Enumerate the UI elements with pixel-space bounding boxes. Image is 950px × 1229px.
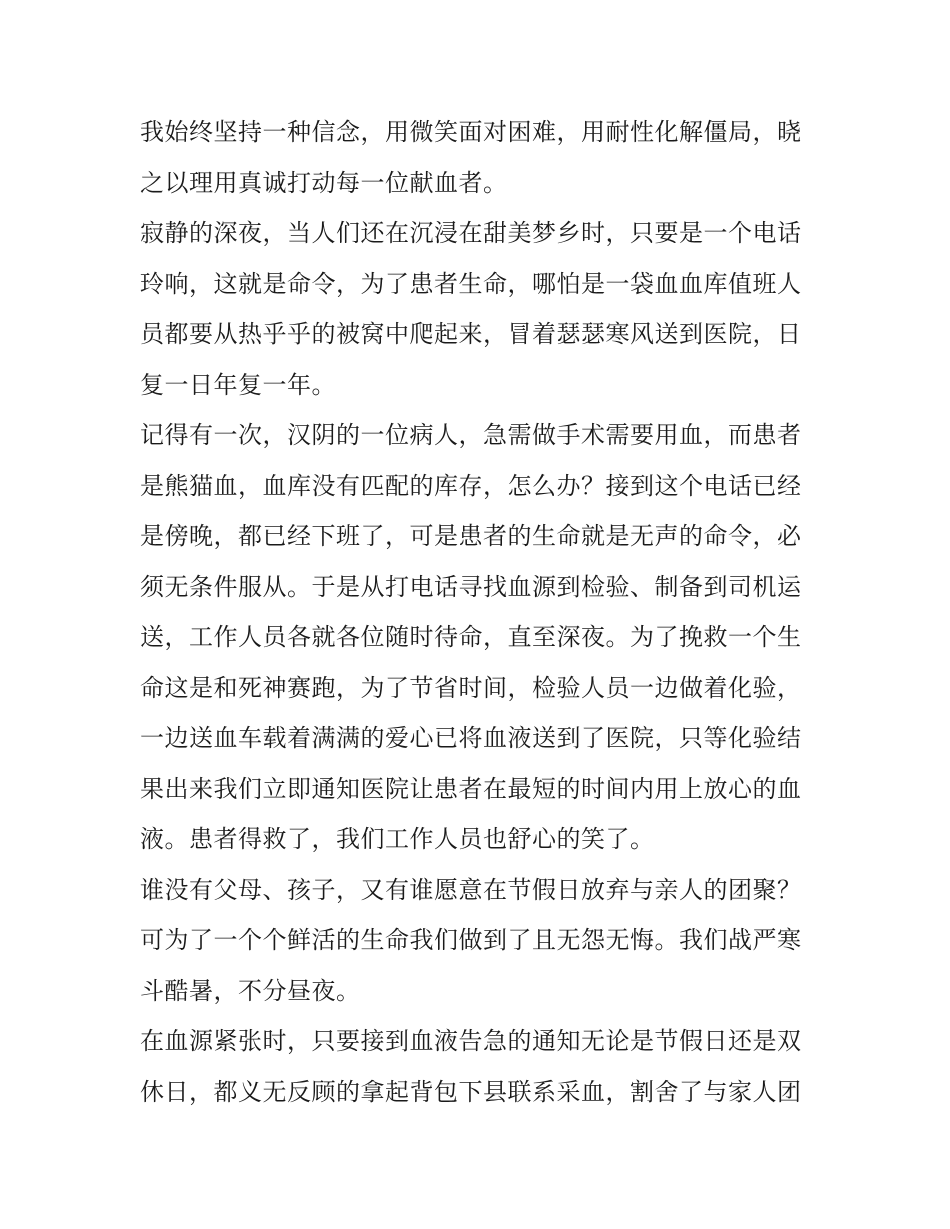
paragraph-panda-blood: [140, 410, 820, 865]
text-line: 是傍晚，都已经下班了，可是患者的生命就是无声的命令，必: [140, 522, 802, 550]
text-line: 休日，都义无反顾的拿起背包下县联系采血，割舍了与家人团: [140, 1077, 802, 1106]
text-line: 寂静的深夜，当人们还在沉浸在甜美梦乡时，只要是一个电话: [140, 219, 802, 247]
paragraph-late-night: [140, 208, 820, 410]
text-line: 玲响，这就是命令，为了患者生命，哪怕是一袋血血库值班人: [140, 269, 802, 298]
text-line: 可为了一个个鲜活的生命我们做到了且无怨无悔。我们战严寒: [140, 926, 802, 954]
text-line: 我始终坚持一种信念，用微笑面对困难，用耐性化解僵局，晓: [140, 118, 802, 146]
text-line: 在血源紧张时，只要接到血液告急的通知无论是节假日还是双: [140, 1027, 802, 1055]
paragraph-blood-shortage: [140, 1016, 820, 1117]
text-line: 之以理用真诚打动每一位献血者。: [140, 168, 508, 197]
text-line: 一边送血车载着满满的爱心已将血液送到了医院，只等化验结: [140, 724, 802, 752]
paragraph-holidays: [140, 865, 820, 1017]
text-line: 送，工作人员各就各位随时待命，直至深夜。为了挽救一个生: [140, 623, 802, 651]
text-line: 果出来我们立即通知医院让患者在最短的时间内用上放心的血: [140, 774, 802, 803]
text-line: 命这是和死神赛跑，为了节省时间，检验人员一边做着化验，: [140, 673, 802, 702]
text-line: 谁没有父母、孩子，又有谁愿意在节假日放弃与亲人的团聚？: [140, 875, 802, 904]
text-line: 复一日年复一年。: [140, 370, 336, 399]
text-line: 员都要从热乎乎的被窝中爬起来，冒着瑟瑟寒风送到医院，日: [140, 320, 802, 348]
text-line: 液。患者得救了，我们工作人员也舒心的笑了。: [140, 825, 655, 853]
text-line: 记得有一次，汉阴的一位病人，急需做手术需要用血，而患者: [140, 421, 802, 449]
text-line: 斗酷暑，不分昼夜。: [140, 976, 361, 1005]
body-text: [140, 107, 820, 1117]
text-line: 须无条件服从。于是从打电话寻找血源到检验、制备到司机运: [140, 572, 802, 601]
paragraph-belief: [140, 107, 820, 208]
text-line: 是熊猫血，血库没有匹配的库存，怎么办？接到这个电话已经: [140, 471, 802, 500]
